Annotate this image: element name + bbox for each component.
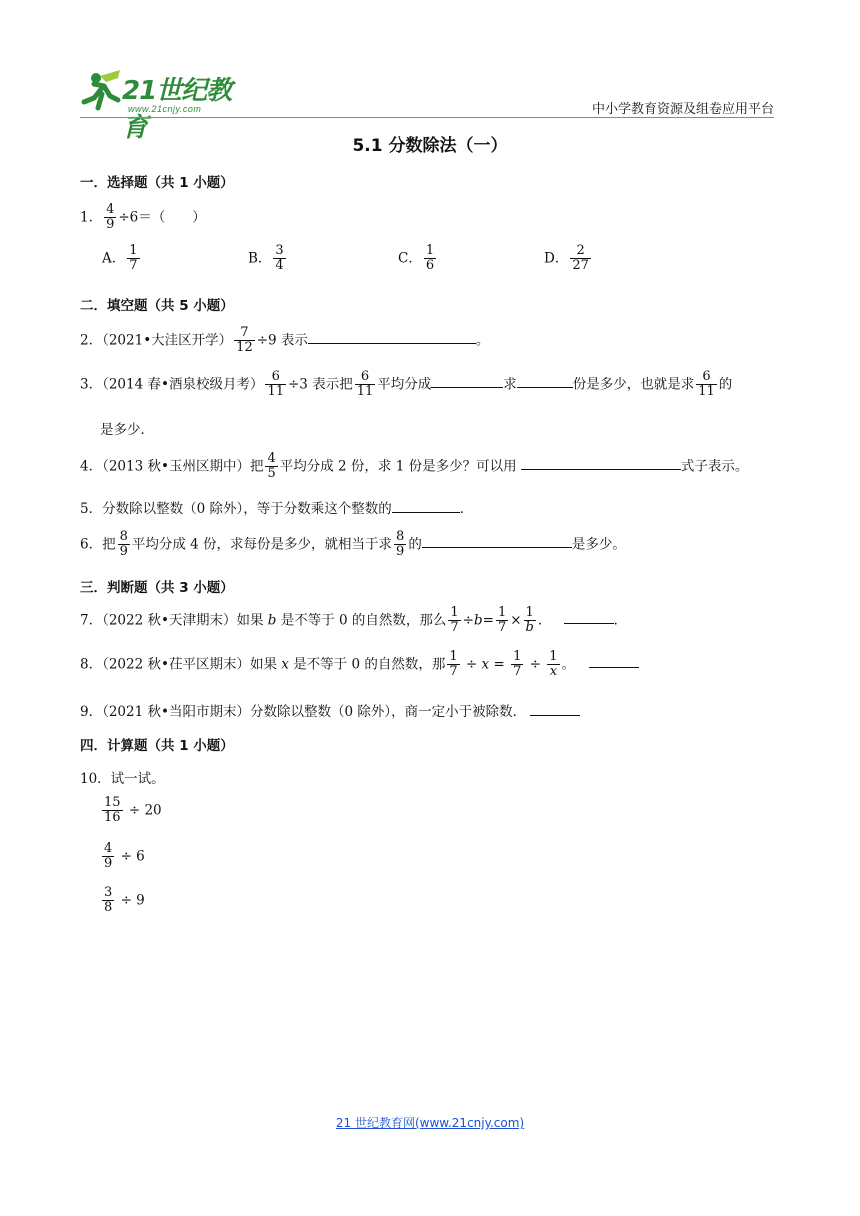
answer-blank[interactable] xyxy=(521,457,681,470)
question-10: 10．试一试。 xyxy=(80,771,165,787)
question-3-cont: 是多少． xyxy=(100,422,154,438)
section-heading-calc: 四．计算题（共 1 小题） xyxy=(80,738,234,754)
question-6: 6．把 $\frac{8}{9}$ 平均分成 4 份，求每份是多少，就相当于求 $\frac{8}{9}$ 的 是多少。 xyxy=(80,529,626,560)
answer-blank[interactable] xyxy=(564,611,614,624)
question-4: 4．（2013 秋•玉州区期中）把 $\frac{4}{5}$ 平均分成 2 份，求 1 份是多少？可以用 式子表示。 xyxy=(80,451,749,482)
answer-blank[interactable] xyxy=(517,375,573,388)
question-9: 9．（2021 秋•当阳市期末）分数除以整数（0 除外），商一定小于被除数． xyxy=(80,700,580,720)
section-heading-judge: 三．判断题（共 3 小题） xyxy=(80,580,234,596)
footer xyxy=(0,1114,860,1131)
runner-icon xyxy=(80,68,124,112)
calc-item: $\frac{4}{9}$ ÷ 6 xyxy=(104,841,145,872)
platform-label: 中小学教育资源及组卷应用平台 xyxy=(591,102,774,117)
logo-url: www.21cnjy.com xyxy=(128,104,202,114)
question-1: 1． $\frac{4}{9}$ ÷6＝（ ） xyxy=(80,202,206,233)
question-1-options xyxy=(102,244,602,284)
question-2: 2．（2021•大洼区开学） $\frac{7}{12}$ ÷9 表示 。 xyxy=(80,325,490,356)
option-b[interactable]: B． $\frac{3}{4}$ xyxy=(248,243,284,274)
option-a[interactable]: A． $\frac{1}{7}$ xyxy=(102,243,138,274)
answer-blank[interactable] xyxy=(308,331,476,344)
answer-blank[interactable] xyxy=(392,500,460,513)
section-heading-choice: 一．选择题（共 1 小题） xyxy=(80,175,234,191)
fraction: $\frac{4}{9}$ xyxy=(106,202,115,233)
calc-item: $\frac{3}{8}$ ÷ 9 xyxy=(104,885,145,916)
footer-link[interactable]: 21 世纪教育网(www.21cnjy.com) xyxy=(335,1116,525,1130)
site-logo xyxy=(80,68,250,143)
option-d[interactable]: D． $\frac{2}{27}$ xyxy=(544,243,589,274)
question-8: 8．（2022 秋•茌平区期末）如果 x 是不等于 0 的自然数，那 $\frac{1}{7}$ ÷ x = $\frac{1}{7}$ ÷ $\frac{1}{x}$ 。 xyxy=(80,650,639,680)
logo-text: 21世纪教育 xyxy=(122,76,232,143)
question-5: 5．分数除以整数（0 除外），等于分数乘这个整数的 ． xyxy=(80,501,474,517)
answer-blank[interactable] xyxy=(530,703,580,716)
answer-blank[interactable] xyxy=(589,655,639,668)
question-3: 3．（2014 春•酒泉校级月考） $\frac{6}{11}$ ÷3 表示把 $\frac{6}{11}$ 平均分成 求 份是多少，也就是求 $\frac{6}{11}$ 的 xyxy=(80,369,733,400)
header-divider xyxy=(80,117,774,118)
option-c[interactable]: C． $\frac{1}{6}$ xyxy=(398,243,435,274)
calc-item: $\frac{15}{16}$ ÷ 20 xyxy=(104,795,162,826)
page-title: 5.1 分数除法（一） xyxy=(352,136,508,156)
section-heading-fill: 二．填空题（共 5 小题） xyxy=(80,298,234,314)
answer-blank[interactable] xyxy=(431,375,503,388)
answer-blank[interactable] xyxy=(422,535,572,548)
question-7: 7．（2022 秋•天津期末）如果 b 是不等于 0 的自然数，那么 $\frac{1}{7}$ ÷b= $\frac{1}{7}$ × $\frac{1}{b}$ ． ． xyxy=(80,605,628,636)
